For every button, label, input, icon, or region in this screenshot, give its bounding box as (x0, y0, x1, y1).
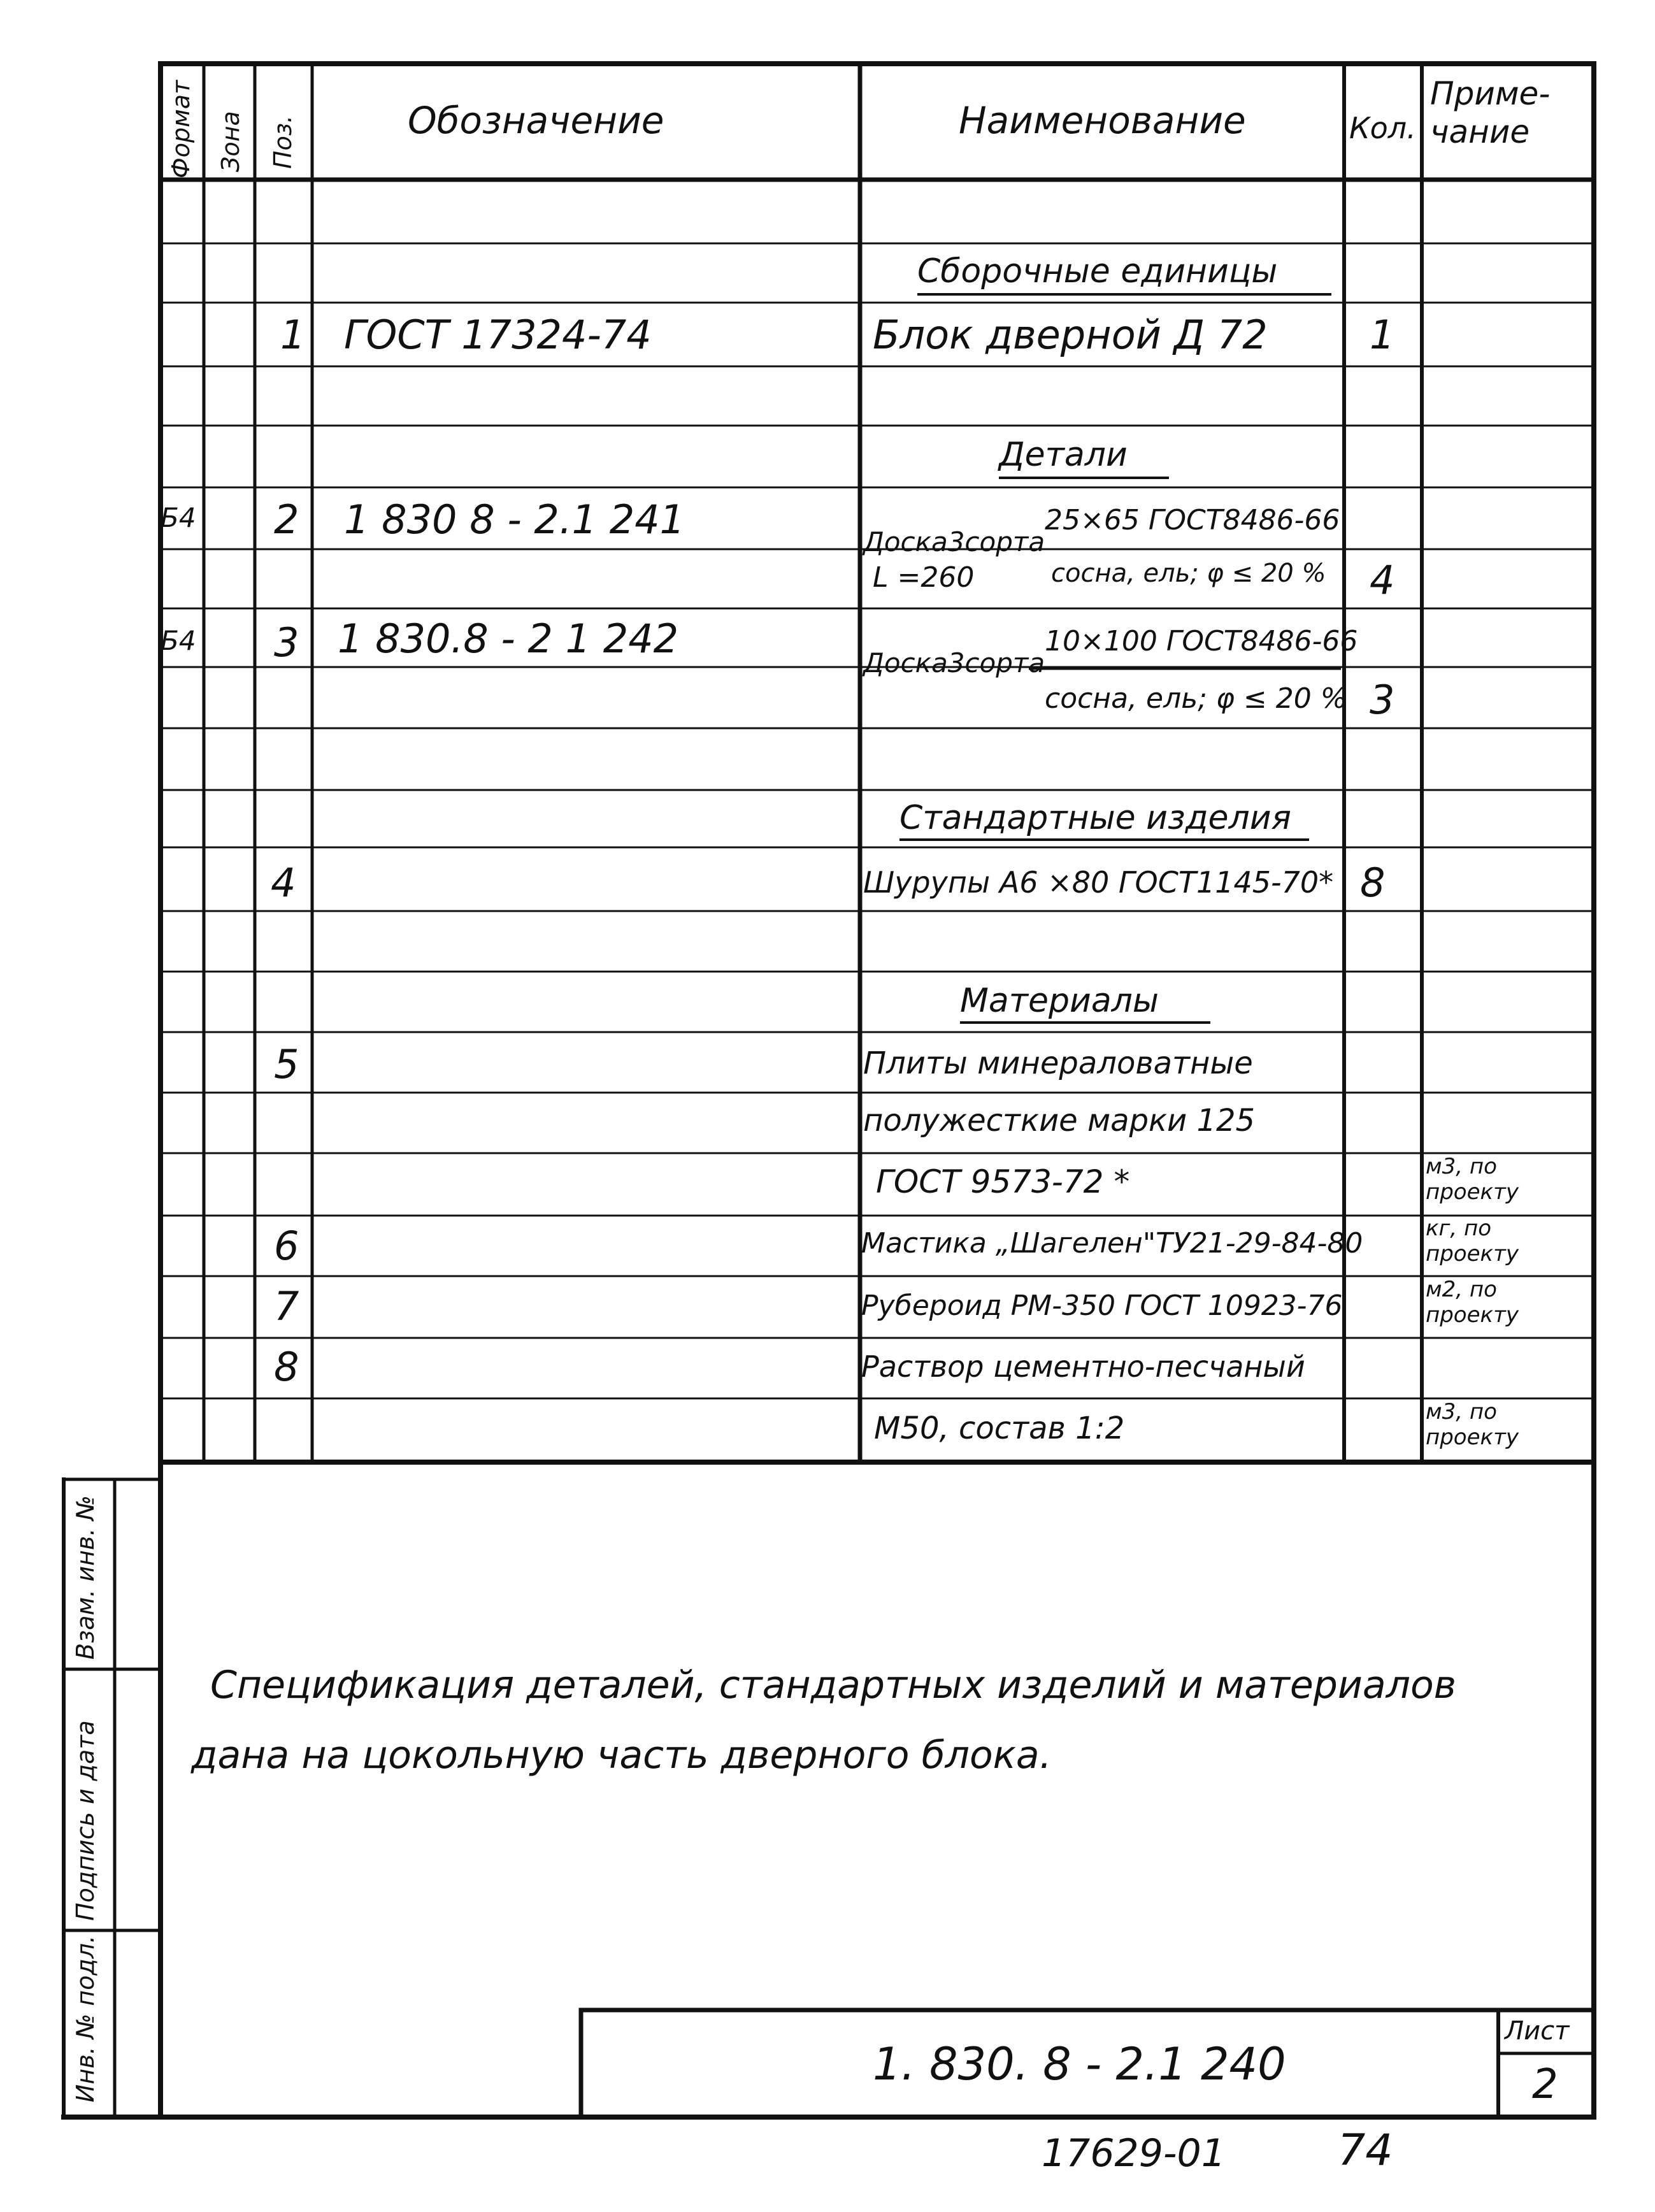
side-vzam-inv: Взам. инв. № (71, 1495, 99, 1660)
row1-pos: 1 (280, 312, 306, 358)
row7-note1: м2, по (1426, 1277, 1497, 1302)
row2-designation: 1 830 8 - 2.1 241 (344, 496, 685, 543)
row3-name-b: 10×100 ГОСТ8486-66 (1045, 625, 1358, 657)
row8-note2: проекту (1426, 1425, 1519, 1450)
header-format: Формат (167, 80, 195, 178)
sheet-label: Лист (1505, 2016, 1570, 2046)
section-standard: Стандартные изделия (899, 799, 1291, 837)
row2-pos: 2 (274, 496, 299, 543)
row3-qty: 3 (1370, 677, 1395, 723)
row6-note2: проекту (1426, 1241, 1519, 1267)
row3-format: Б4 (161, 625, 196, 656)
row1-designation: ГОСТ 17324-74 (344, 312, 652, 358)
row8-name1: Раствор цементно-песчаный (861, 1349, 1305, 1384)
row2-name-c: L =260 (873, 561, 975, 594)
row5-note1: м3, по (1426, 1154, 1497, 1179)
header-note-line1: Приме- (1430, 75, 1551, 112)
header-note-line2: чание (1430, 113, 1530, 150)
row5-pos: 5 (274, 1041, 299, 1088)
row3-pos: 3 (274, 619, 299, 666)
row8-name2: М50, состав 1:2 (874, 1411, 1125, 1446)
row5-note2: проекту (1426, 1179, 1519, 1205)
row4-qty: 8 (1360, 859, 1386, 906)
row3-designation: 1 830.8 - 2 1 242 (338, 615, 679, 662)
row6-pos: 6 (274, 1223, 299, 1269)
footer-number: 17629-01 (1042, 2131, 1226, 2176)
document-code: 1. 830. 8 - 2.1 240 (873, 2038, 1286, 2090)
remark-line1: Спецификация деталей, стандартных изделий и материалов (210, 1663, 1457, 1707)
row2-qty: 4 (1370, 557, 1395, 603)
row5-name3: ГОСТ 9573-72 * (876, 1163, 1130, 1200)
row8-note1: м3, по (1426, 1399, 1497, 1425)
row7-note2: проекту (1426, 1302, 1519, 1328)
row7-name: Рубероид РМ-350 ГОСТ 10923-76 (861, 1289, 1343, 1322)
row2-name-d: сосна, ель; φ ≤ 20 % (1051, 559, 1326, 588)
row6-note1: кг, по (1426, 1216, 1492, 1241)
row1-qty: 1 (1370, 312, 1395, 358)
sheet-number: 2 (1532, 2061, 1558, 2108)
row4-name: Шурупы А6 ×80 ГОСТ1145-70* (863, 865, 1334, 900)
section-materials: Материалы (960, 982, 1159, 1020)
row7-pos: 7 (274, 1283, 299, 1330)
row5-name1: Плиты минераловатные (863, 1045, 1253, 1081)
row2-name-b: 25×65 ГОСТ8486-66 (1045, 504, 1340, 536)
footer-page: 74 (1338, 2125, 1393, 2176)
header-designation: Обозначение (408, 99, 664, 142)
row6-name: Мастика „Шагелен"ТУ21-29-84-80 (861, 1227, 1363, 1260)
row1-name: Блок дверной Д 72 (873, 312, 1268, 358)
remark-line2: дана на цокольную часть дверного блока. (191, 1733, 1052, 1778)
header-zone: Зона (217, 111, 245, 172)
row3-name-d: сосна, ель; φ ≤ 20 % (1045, 682, 1347, 715)
row2-name-a: Доска3сорта (863, 526, 1045, 557)
header-name: Наименование (959, 99, 1246, 142)
side-sign-date: Подпись и дата (71, 1720, 99, 1921)
row5-name2: полужесткие марки 125 (863, 1103, 1256, 1138)
header-qty: Кол. (1349, 111, 1416, 145)
section-assembly: Сборочные единицы (917, 252, 1278, 291)
side-inv-orig: Инв. № подл. (71, 1935, 99, 2102)
row2-format: Б4 (161, 502, 196, 533)
section-parts: Детали (999, 436, 1128, 474)
header-pos: Поз. (269, 115, 297, 169)
row8-pos: 8 (274, 1344, 299, 1390)
row3-name-a: Доска3сорта (863, 647, 1045, 679)
row4-pos: 4 (271, 859, 296, 906)
